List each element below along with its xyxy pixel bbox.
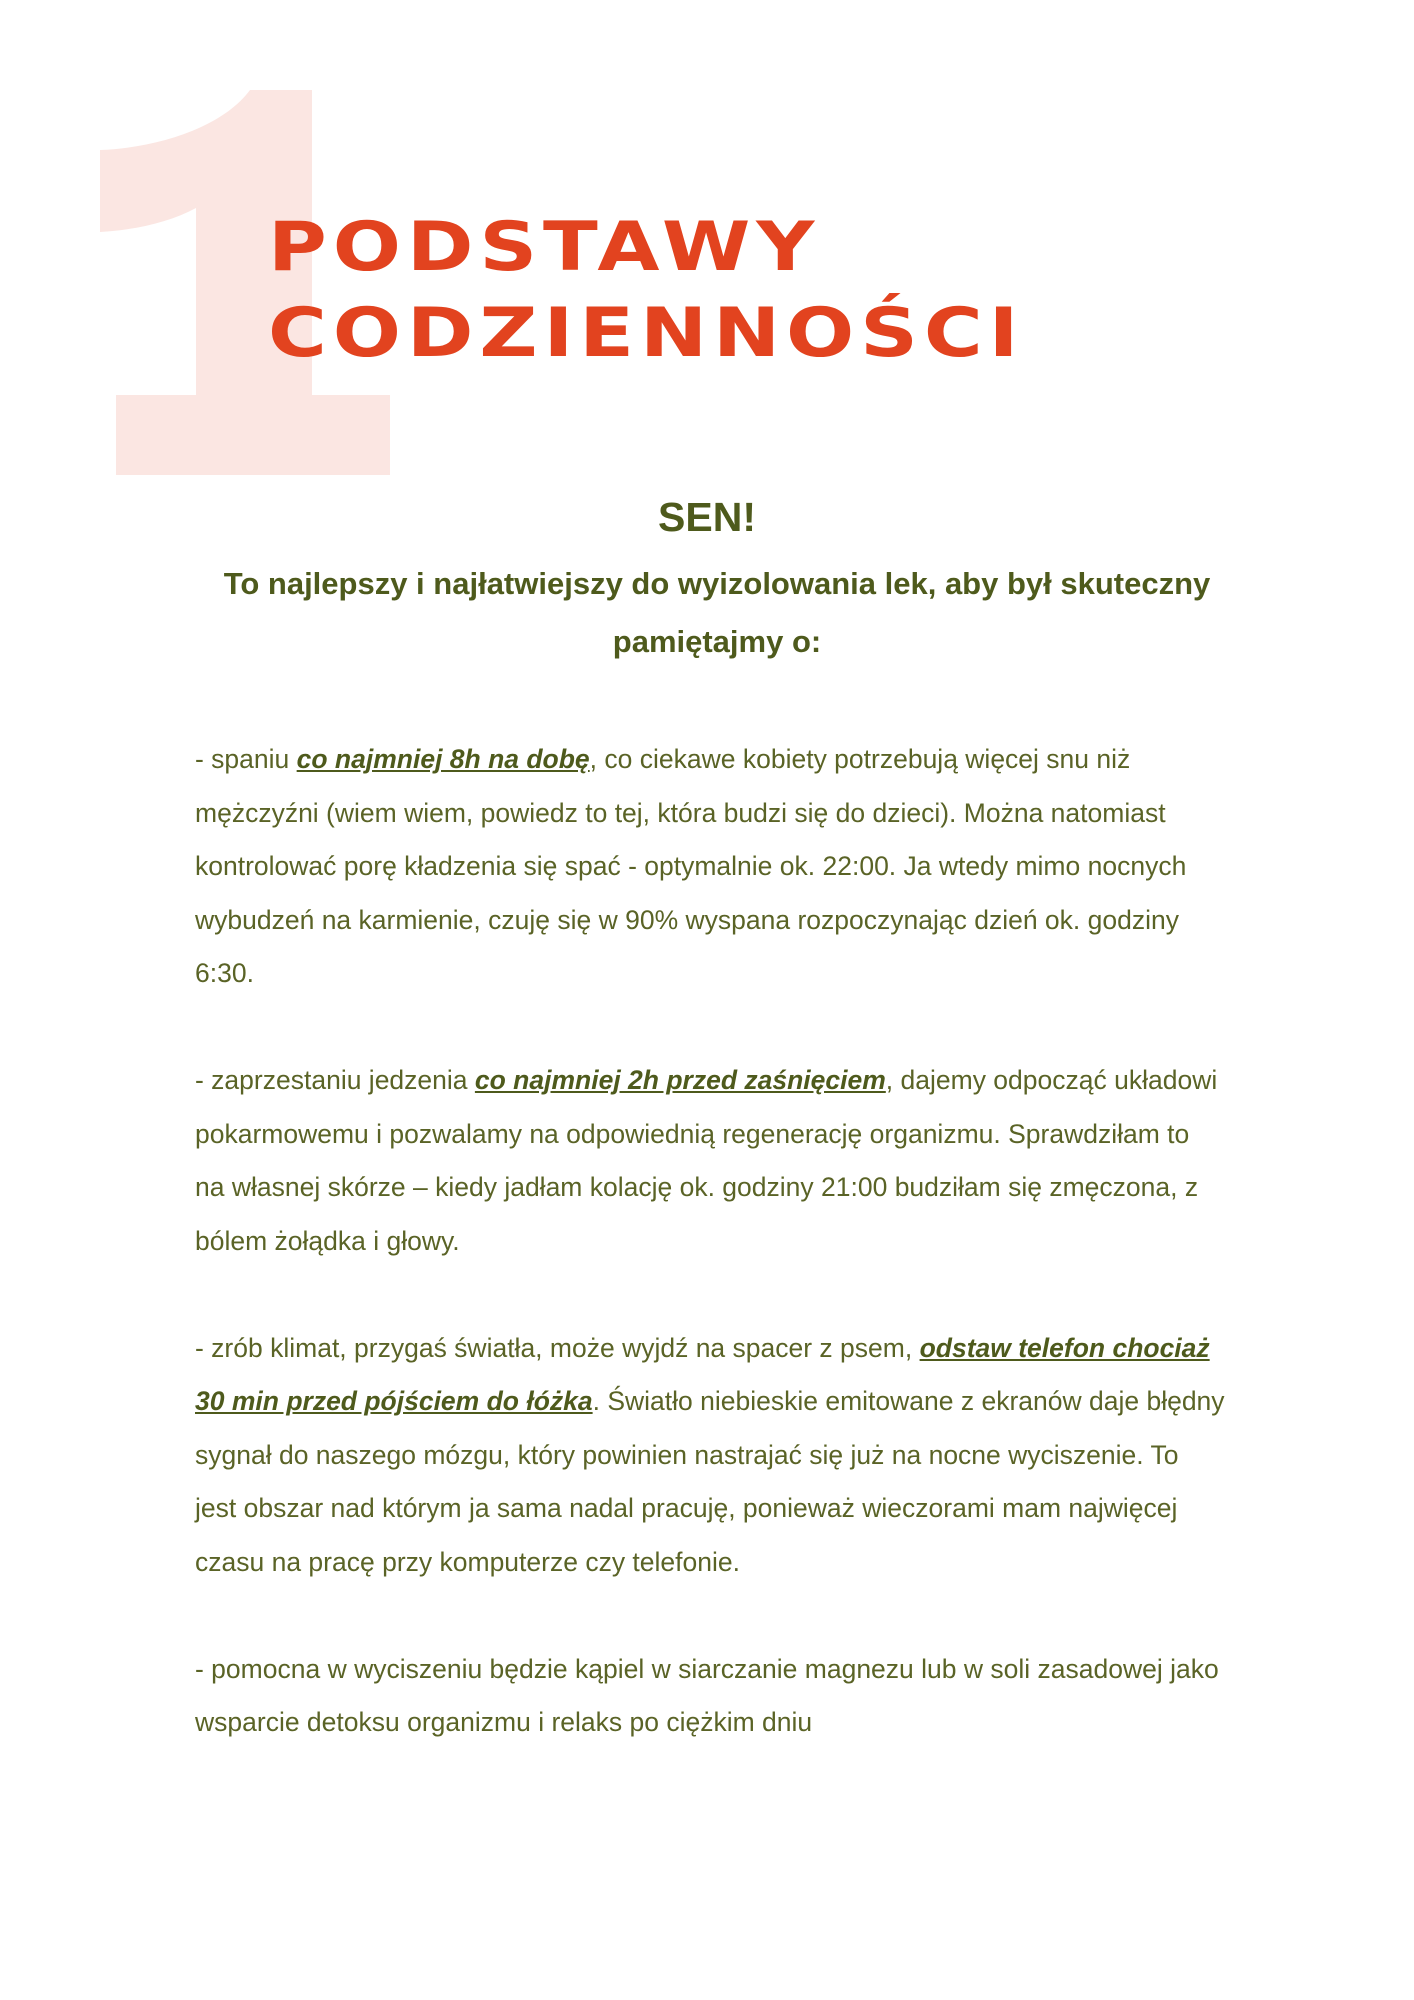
paragraph-phone (195, 1322, 1225, 1590)
paragraph-text: , dajemy odpocząć układowi pokarmowemu i pozwalamy na odpowiednią regenerację organizmu. Sprawdziłam to na własnej skórze – kiedy jadłam kolację ok. godziny 21:00 budziłam się zmęczona, z bólem żołądka i głowy. (195, 1065, 1218, 1256)
paragraph-text: - zaprzestaniu jedzenia (195, 1065, 475, 1095)
body-content (195, 733, 1225, 1750)
chapter-title-line1: PODSTAWY (268, 208, 821, 287)
paragraph-no-eating (195, 1054, 1225, 1268)
section-subheading: To najlepszy i najłatwiejszy do wyizolowania lek, aby był skuteczny pamiętajmy o: (223, 566, 1211, 659)
paragraph-text: - zrób klimat, przygaś światła, może wyjdź na spacer z psem, (195, 1332, 920, 1363)
paragraph-bath (195, 1643, 1225, 1750)
paragraph-highlight: co najmniej 8h na dobę (296, 744, 590, 774)
paragraph-highlight: co najmniej 2h przed zaśnięciem (474, 1065, 886, 1095)
paragraph-sleep-hours (195, 733, 1225, 1001)
paragraph-highlight: odstaw telefon chociaż 30 min przed pójściem do łóżka (195, 1332, 1210, 1416)
paragraph-text: , co ciekawe kobiety potrzebują więcej snu niż mężczyźni (wiem wiem, powiedz to tej, która budzi się do dzieci). Można natomiast kontrolować porę kładzenia się spać - optymalnie ok. 22:00. Ja wtedy mimo nocnych wybudzeń na karmienie, czuję się w 90% wyspana rozpoczynając dzień ok. godziny 6:30. (195, 744, 1187, 988)
paragraph-text: . Światło niebieskie emitowane z ekranów daje błędny sygnał do naszego mózgu, który powinien nastrajać się już na nocne wyciszenie. To jest obszar nad którym ja sama nadal pracuję, ponieważ wieczorami mam najwięcej czasu na pracę przy komputerze czy telefonie. (195, 1386, 1225, 1577)
chapter-title-line2: CODZIENNOŚCI (268, 294, 1025, 373)
chapter-title (268, 205, 1024, 377)
section-heading: SEN! (658, 494, 756, 540)
paragraph-text: - pomocna w wyciszeniu będzie kąpiel w siarczanie magnezu lub w soli zasadowej jako wsparcie detoksu organizmu i relaks po ciężkim dniu (195, 1653, 1219, 1737)
paragraph-text: - spaniu (195, 744, 297, 774)
